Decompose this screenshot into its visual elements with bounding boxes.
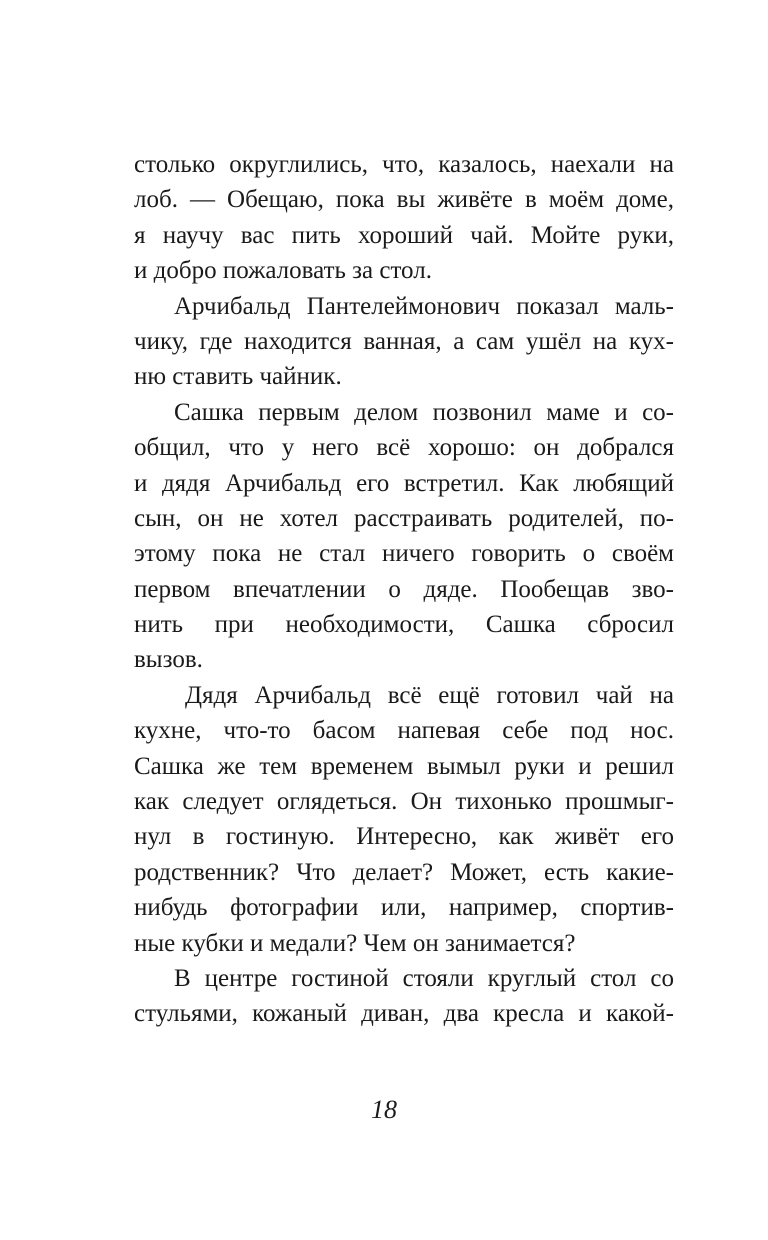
text-line: ные кубки и медали? Чем он занимается? xyxy=(134,929,576,957)
text-line: Сашка же тем временем вымыл руки и решил xyxy=(134,752,674,780)
text-line: как следует оглядеться. Он тихонько прошмыг- xyxy=(134,788,674,816)
text-line: и добро пожаловать за стол. xyxy=(134,257,432,285)
text-line: я научу вас пить хороший чай. Мойте руки, xyxy=(134,221,674,249)
text-line: первом впечатлении о дяде. Пообещав зво- xyxy=(134,575,674,603)
text-line: ню ставить чайник. xyxy=(134,363,342,391)
text-line: кухне, что-то басом напевая себе под нос. xyxy=(134,717,674,745)
text-line: вызов. xyxy=(134,646,203,674)
text-line: Дядя Арчибальд всё ещё готовил чай на xyxy=(185,681,674,709)
text-line: нибудь фотографии или, например, спортив- xyxy=(134,894,674,922)
text-line: нить при необходимости, Сашка сбросил xyxy=(134,611,674,639)
text-line: чику, где находится ванная, а сам ушёл на кух- xyxy=(134,327,674,355)
body-text xyxy=(134,147,674,1032)
text-line: лоб. — Обещаю, пока вы живёте в моём доме, xyxy=(134,186,674,214)
text-line: и дядя Арчибальд его встретил. Как любящий xyxy=(134,469,674,497)
text-line: Сашка первым делом позвонил маме и со- xyxy=(174,398,674,426)
page-number: 18 xyxy=(371,1095,397,1124)
text-line: столько округлились, что, казалось, наехали на xyxy=(134,151,674,178)
text-line: Арчибальд Пантелеймонович показал маль- xyxy=(174,292,674,320)
text-line: сын, он не хотел расстраивать родителей, по- xyxy=(134,504,674,532)
text-line: этому пока не стал ничего говорить о своём xyxy=(134,540,674,568)
text-line: стульями, кожаный диван, два кресла и какой- xyxy=(134,1000,674,1028)
text-line: общил, что у него всё хорошо: он добрался xyxy=(134,434,674,462)
text-line: нул в гостиную. Интересно, как живёт его xyxy=(134,823,674,851)
text-line: родственник? Что делает? Может, есть какие- xyxy=(134,858,674,886)
text-line: В центре гостиной стояли круглый стол со xyxy=(174,964,674,992)
